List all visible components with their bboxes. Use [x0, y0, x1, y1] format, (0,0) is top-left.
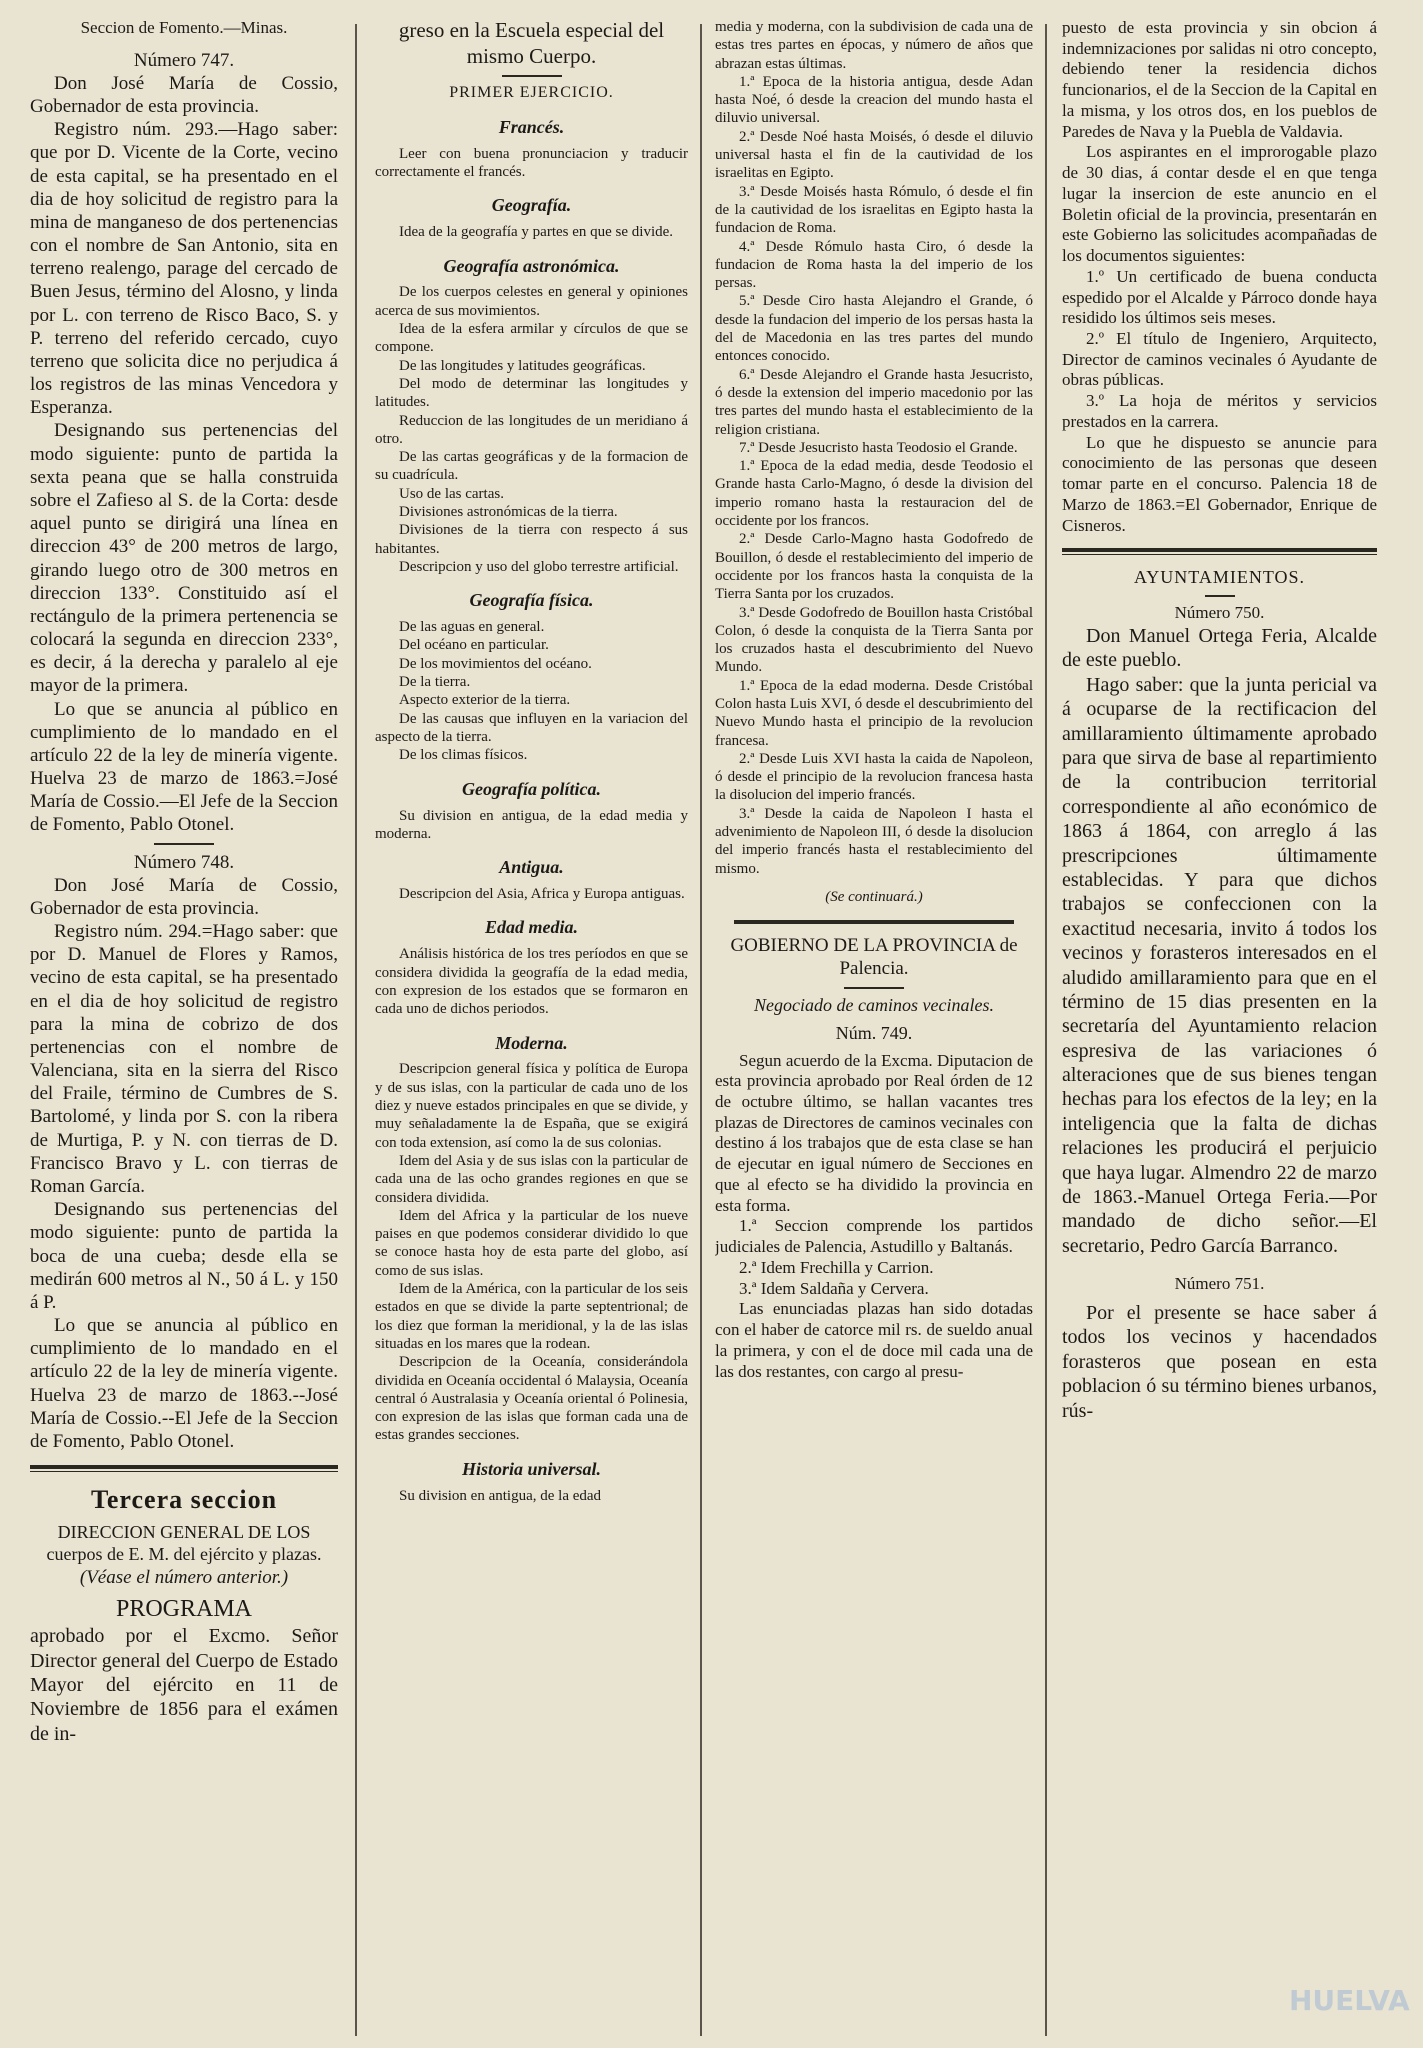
- separator: [502, 75, 562, 77]
- document-item: 2.º El título de Ingeniero, Arquitecto, Director de caminos vecinales ó Ayudante de obras públicas.: [1062, 329, 1377, 390]
- vease-note: (Véase el número anterior.): [79, 1566, 289, 1588]
- separator: [154, 843, 214, 845]
- negociado-heading: Negociado de caminos vecinales.: [754, 994, 994, 1015]
- notice-749-continued: puesto de esta provincia y sin obcion á indemnizaciones por salidas ni otro concepto, debiendo tener la residencia dichos funcionarios, el de la Seccion de la Capital en la misma, y los otros dos, en los pueblos de Paredes de Nava y la Puebla de Valdavia.: [1062, 18, 1377, 141]
- column-divider: [355, 24, 357, 2036]
- column-3: [715, 18, 1033, 2038]
- epoch-item: 4.ª Desde Rómulo hasta Ciro, ó desde la fundacion de Roma hasta la del imperio de los persas.: [715, 238, 1033, 292]
- programa-text: aprobado por el Excmo. Señor Director general del Cuerpo de Estado Mayor del ejército en 11 de Noviembre de 1856 para el exámen de in-: [30, 1625, 338, 1745]
- subject-heading-media: Edad media.: [485, 917, 578, 938]
- notice-number-748: Número 748.: [133, 851, 235, 873]
- column-divider: [1045, 24, 1047, 2036]
- subject-item: De la tierra.: [399, 674, 471, 691]
- notice-749-body: Segun acuerdo de la Excma. Diputacion de esta provincia aprobado por Real órden de 12 de octubre último, se hallan vacantes tres plazas de Directores de caminos vecinales con destino á los trabajos que de esta clase se han de ejecutar en igual número de Secciones en que al efecto se ha dividido la provincia en esta forma.: [715, 1050, 1033, 1215]
- notice-748-heading: Don José María de Cossio, Gobernador de esta provincia.: [30, 874, 338, 919]
- programa-continued: greso en la Escuela especial del mismo Cuerpo.: [398, 18, 665, 68]
- subject-item: Descripcion general física y política de Europa y de sus islas, con la particular de cada uno de los diez y nueve estados principales en que se divide, y muy señaladamente la de España, que se exigirá con toda extension, así como la de sus colonias.: [375, 1061, 688, 1151]
- subject-heading-astronomica: Geografía astronómica.: [443, 255, 620, 276]
- subject-item: Descripcion y uso del globo terrestre artificial.: [399, 558, 679, 575]
- epoch-item: 1.ª Epoca de la edad moderna. Desde Cristóbal Colon hasta Luis XVI, ó desde el descubrimiento del Nuevo Mundo hasta el principio de la revolucion francesa.: [715, 677, 1033, 749]
- subject-heading-fisica: Geografía física.: [469, 590, 594, 611]
- subject-text: Idea de la geografía y partes en que se divide.: [399, 224, 674, 241]
- notice-748-body: Designando sus pertenencias del modo siguiente: punto de partida la boca de una cueba; desde ella se medirán 600 metros al N., 50 á L. y 150 á P.: [30, 1199, 338, 1313]
- epoch-item: 3.ª Desde Godofredo de Bouillon hasta Cristóbal Colon, ó desde la conquista de la Tierra Santa por los cruzados hasta el descubrimiento del Nuevo Mundo.: [715, 604, 1033, 676]
- subject-item: De las causas que influyen en la variacion del aspecto de la tierra.: [375, 710, 688, 745]
- separator: [1205, 595, 1235, 597]
- notice-747-body: Designando sus pertenencias del modo siguiente: punto de partida la sexta peana que se halla construida sobre el Zafieso al S. de la Corta: desde aquel punto se dirigirá una línea en direccion 43° de 200 metros de largo, girando luego otro de 300 metros en direccion 133°. Constituido así el rectángulo de la primera pertenencia se colocará la segunda en direccion 233°, es decir, á la derecha y paralelo al eje mayor de la primera.: [30, 420, 338, 697]
- epoch-item: 3.ª Desde Moisés hasta Rómulo, ó desde el fin de la cautividad de los israelitas en Egipto hasta la fundacion de Roma.: [715, 183, 1033, 237]
- gobierno-heading: GOBIERNO DE LA PROVINCIA de Palencia.: [730, 935, 1018, 980]
- epoch-item: 2.ª Desde Luis XVI hasta la caida de Napoleon, ó desde el principio de la revolucion francesa hasta la disolucion del imperio francés.: [715, 750, 1033, 804]
- subject-text: Descripcion del Asia, Africa y Europa antiguas.: [399, 886, 685, 903]
- notice-749-section: 3.ª Idem Saldaña y Cervera.: [739, 1278, 929, 1298]
- epoch-item: 5.ª Desde Ciro hasta Alejandro el Grande, ó desde la fundacion del imperio de los persas hasta la del de Macedonia en las tres partes del mundo entonces conocido.: [715, 293, 1033, 365]
- notice-748-closing: Lo que se anuncia al público en cumplimiento de lo mandado en el artículo 22 de la ley de minería vigente. Huelva 23 de marzo de 1863.--José María de Cossio.--El Jefe de la Seccion de Fomento, Pablo Otonel.: [30, 1315, 338, 1452]
- notice-749-closing: Lo que he dispuesto se anuncie para conocimiento de las personas que deseen tomar parte en el concurso. Palencia 18 de Marzo de 1863.=El Gobernador, Enrique de Cisneros.: [1062, 432, 1377, 535]
- notice-747-heading: Don José María de Cossio, Gobernador de esta provincia.: [30, 72, 338, 118]
- notice-749-section: 1.ª Seccion comprende los partidos judiciales de Palencia, Astudillo y Baltanás.: [715, 1216, 1033, 1257]
- subject-item: Descripcion de la Oceanía, considerándola dividida en Oceanía occidental ó Malaysia, Oceanía central ó Australasia y Oceanía oriental ó Polinesia, con expresion de las islas que forman cada una de estas grandes secciones.: [375, 1354, 688, 1444]
- epoch-item: 2.ª Desde Carlo-Magno hasta Godofredo de Bouillon, ó desde el restablecimiento del imperio de occidente por los francos hasta la conquista de la Tierra Santa por los cruzados.: [715, 531, 1033, 603]
- subject-item: Del océano en particular.: [399, 637, 549, 654]
- document-item: 3.º La hoja de méritos y servicios prestados en la carrera.: [1062, 391, 1377, 431]
- subject-heading-geografia: Geografía.: [491, 195, 572, 216]
- subject-item: De los movimientos del océano.: [399, 655, 592, 672]
- subject-heading-politica: Geografía política.: [462, 778, 601, 799]
- subject-item: De los cuerpos celestes en general y opiniones acerca de sus movimientos.: [375, 284, 688, 319]
- historia-continued: media y moderna, con la subdivision de cada una de estas tres partes en épocas, y número de años que abrazan estas últimas.: [715, 19, 1033, 72]
- subject-item: Divisiones de la tierra con respecto á sus habitantes.: [375, 522, 688, 557]
- subject-item: Divisiones astronómicas de la tierra.: [399, 504, 618, 521]
- section-heading-tercera: Tercera seccion: [90, 1485, 278, 1515]
- notice-747-closing: Lo que se anuncia al público en cumplimiento de lo mandado en el artículo 22 de la ley de minería vigente. Huelva 23 de marzo de 1863.=José María de Cossio.—El Jefe de la Seccion de Fomento, Pablo Otonel.: [30, 698, 338, 836]
- epoch-item: 7.ª Desde Jesucristo hasta Teodosio el Grande.: [739, 439, 1018, 456]
- notice-750-heading: Don Manuel Ortega Feria, Alcalde de este pueblo.: [1062, 625, 1377, 672]
- subject-item: Uso de las cartas.: [399, 485, 504, 502]
- subject-item: De los climas físicos.: [399, 747, 528, 764]
- subject-text: Análisis histórica de los tres períodos en que se considera dividida la geografía de la edad media, con expresion de los estados que se formaron en cada uno de dichos periodos.: [375, 946, 688, 1018]
- notice-750-body: Hago saber: que la junta pericial va á ocuparse de la rectificacion del amillaramiento últimamente aprobado para que sirva de base al repartimiento de la contribucion territorial correspondiente al año económico de 1863 á 1864, con arreglo á las prescripciones últimamente establecidas. Y para que dichos trabajos se confeccionen con la exactitud necesaria, invito á todos los vecinos y forasteros interesados en el aludido amillaramiento para que en el término de 15 dias presenten en la secretaría del Ayuntamiento relacion espresiva de las variaciones ó alteraciones que de sus bienes tengan hechas para los efectos de la ley; en la inteligencia que la falta de dichas relaciones les producirá el perjuicio que haya lugar. Almendro 22 de marzo de 1863.-Manuel Ortega Feria.—Por mandado de dicho señor.—El secretario, Pedro García Barranco.: [1062, 673, 1377, 1257]
- epoch-item: 1.ª Epoca de la edad media, desde Teodosio el Grande hasta Carlo-Magno, ó desde la division del imperio romano hasta la restauracion del de occidente por los francos.: [715, 458, 1033, 530]
- subject-text: Su division en antigua, de la edad: [399, 1487, 602, 1504]
- separator: [1062, 548, 1377, 552]
- notice-749-section: 2.ª Idem Frechilla y Carrion.: [739, 1257, 934, 1277]
- notice-number-751: Número 751.: [1174, 1274, 1265, 1294]
- exercise-heading: PRIMER EJERCICIO.: [449, 84, 614, 102]
- notice-number-749: Núm. 749.: [835, 1022, 913, 1043]
- separator: [30, 1471, 338, 1472]
- section-heading-fomento: Seccion de Fomento.—Minas.: [80, 18, 288, 37]
- subject-item: De las aguas en general.: [399, 619, 545, 636]
- notice-749-aspirantes: Los aspirantes en el improrogable plazo de 30 dias, á contar desde el en que tenga lugar la insercion de este anuncio en el Boletin oficial de la provincia, presentarán en este Gobierno las solicitudes acompañadas de los documentos siguientes:: [1062, 142, 1377, 266]
- notice-number-750: Número 750.: [1174, 603, 1265, 623]
- programa-heading: PROGRAMA: [115, 1595, 253, 1622]
- subject-item: Del modo de determinar las longitudes y latitudes.: [375, 375, 688, 411]
- subject-item: De las longitudes y latitudes geográficas.: [399, 357, 646, 374]
- archive-watermark-logo: HUELVA: [1289, 1984, 1410, 2017]
- epoch-item: 1.ª Epoca de la historia antigua, desde Adan hasta Noé, ó desde la creacion del mundo hasta el diluvio universal.: [715, 73, 1033, 127]
- ayuntamientos-heading: AYUNTAMIENTOS.: [1133, 567, 1306, 588]
- subject-item: Idem de la América, con la particular de los seis estados en que se divide la parte septentrional; de los diez que forman la meridional, y la de las islas situadas en los mares que la rodean.: [375, 1281, 688, 1352]
- epoch-item: 2.ª Desde Noé hasta Moisés, ó desde el diluvio universal hasta el fin de la cautividad de los israelitas en Egipto.: [715, 128, 1033, 182]
- subject-item: Aspecto exterior de la tierra.: [399, 692, 571, 709]
- epoch-item: 3.ª Desde la caida de Napoleon I hasta el advenimiento de Napoleon III, ó desde la disolucion del imperio francés hasta el restablecimiento del mismo.: [715, 805, 1033, 877]
- separator: [30, 1465, 338, 1469]
- column-1: [30, 18, 338, 2038]
- subject-text: Leer con buena pronunciacion y traducir correctamente el francés.: [375, 145, 688, 180]
- notice-748-body: Registro núm. 294.=Hago saber: que por D. Manuel de Flores y Ramos, vecino de esta capital, se ha presentado en el dia de hoy solicitud de registro para la mina de cobrizo de dos pertenencias con el nombre de Valenciana, sita en la sierra del Risco del Fraile, término de Cumbres de S. Bartolomé, y linda por S. con la ribera de Murtiga, P. y N. con tierras de D. Francisco Bravo y L. con tierras de Roman García.: [30, 921, 338, 1197]
- subject-item: Idem del Asia y de sus islas con la particular de cada una de las ocho grandes regiones en que se considera dividida.: [375, 1152, 688, 1206]
- subject-heading-historia: Historia universal.: [461, 1458, 602, 1479]
- subject-heading-frances: Francés.: [498, 116, 565, 137]
- column-divider: [700, 24, 702, 2036]
- subject-item: Idea de la esfera armilar y círculos de que se compone.: [375, 321, 688, 356]
- epoch-item: 6.ª Desde Alejandro el Grande hasta Jesucristo, ó desde la extension del imperio macedonio por las tres partes del mundo hasta el establecimiento de la religion cristiana.: [715, 366, 1033, 438]
- notice-749-body: Las enunciadas plazas han sido dotadas con el haber de catorce mil rs. de sueldo anual la primera, y con el de doce mil cada una de las dos restantes, con cargo al presu-: [715, 1299, 1033, 1381]
- notice-747-body: Registro núm. 293.—Hago saber: que por D. Vicente de la Corte, vecino de esta capital, se ha presentado en el dia de hoy solicitud de registro para la mina de manganeso de dos pertenencias con el nombre de San Antonio, sita en terreno realengo, parage del cercado de Buen Jesus, término del Alosno, y linda por L. con terreno de Risco Baco, S. y P. terreno del referido cercado, cuyo terreno que solicita dice no perjudica á los registros de las minas Vencedora y Esperanza.: [30, 119, 338, 419]
- subject-item: De las cartas geográficas y de la formacion de su cuadrícula.: [375, 449, 688, 484]
- direccion-heading: DIRECCION GENERAL DE LOS cuerpos de E. M. del ejército y plazas.: [46, 1521, 322, 1564]
- subject-heading-moderna: Moderna.: [495, 1032, 568, 1053]
- notice-number-747: Número 747.: [133, 49, 235, 71]
- subject-text: Su division en antigua, de la edad media y moderna.: [375, 807, 688, 842]
- subject-item: Reduccion de las longitudes de un meridiano á otro.: [375, 412, 688, 447]
- notice-751-body: Por el presente se hace saber á todos los vecinos y hacendados forasteros que posean en esta poblacion ó su término bienes urbanos, rús-: [1062, 1301, 1377, 1422]
- separator: [1062, 554, 1377, 555]
- separator: [844, 987, 904, 989]
- column-4: [1062, 18, 1377, 2038]
- column-2: [375, 18, 688, 2038]
- continuara-note: (Se continuará.): [825, 888, 923, 905]
- subject-item: Idem del Africa y la particular de los nueve paises en que podemos considerar dividido lo que se conoce hasta hoy de esta parte del globo, así como de sus islas.: [375, 1207, 688, 1279]
- document-item: 1.º Un certificado de buena conducta espedido por el Alcalde y Párroco donde haya residido los últimos seis meses.: [1062, 266, 1377, 328]
- subject-heading-antigua: Antigua.: [499, 857, 564, 878]
- separator: [734, 920, 1014, 924]
